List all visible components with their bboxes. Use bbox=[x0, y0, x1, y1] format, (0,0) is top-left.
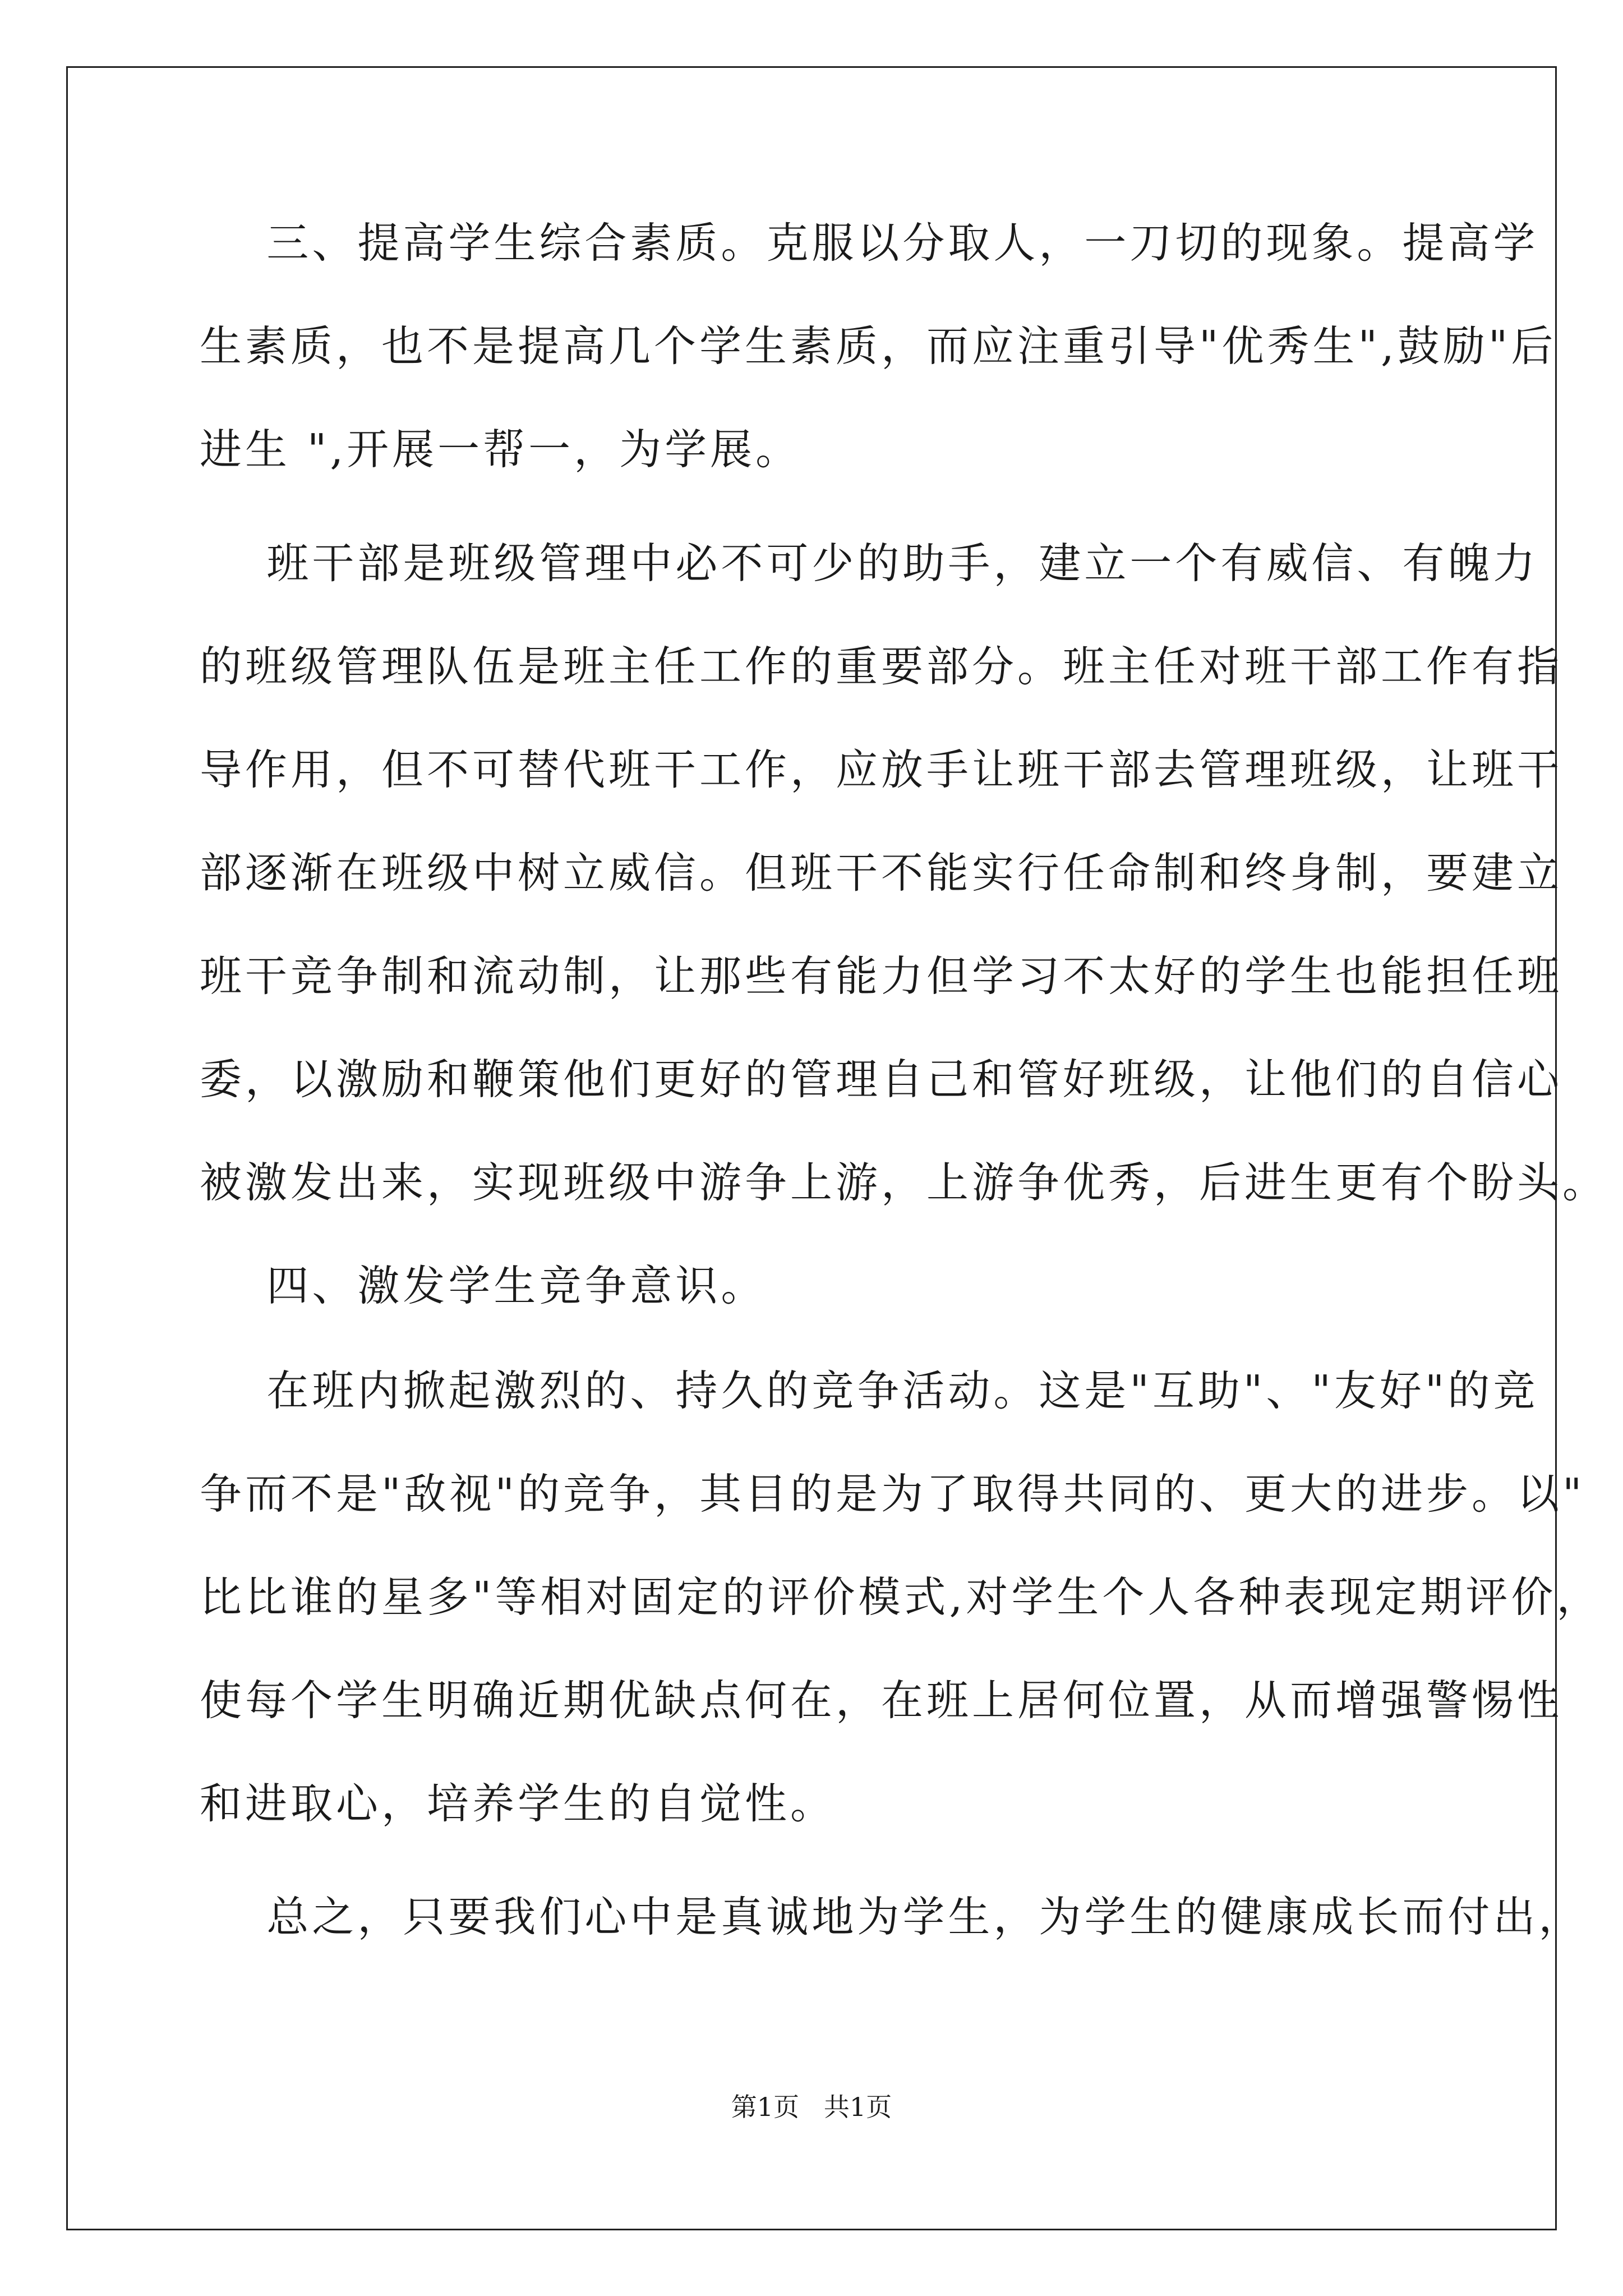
text-line: 被激发出来，实现班级中游争上游，上游争优秀，后进生更有个盼头。 bbox=[200, 1158, 1608, 1207]
text-line: 班干竞争制和流动制，让那些有能力但学习不太好的学生也能担任班 bbox=[200, 951, 1563, 1001]
text-line: 委，以激励和鞭策他们更好的管理自己和管好班级，让他们的自信心 bbox=[200, 1055, 1563, 1104]
text-line: 三、提高学生综合素质。克服以分取人，一刀切的现象。提高学 bbox=[200, 218, 1539, 268]
text-line: 争而不是"敌视"的竞争，其目的是为了取得共同的、更大的进步。以" bbox=[200, 1469, 1585, 1519]
text-line: 的班级管理队伍是班主任工作的重要部分。班主任对班干部工作有指 bbox=[200, 642, 1563, 691]
text-line: 总之，只要我们心中是真诚地为学生，为学生的健康成长而付出， bbox=[200, 1892, 1584, 1941]
text-line: 比比谁的星多"等相对固定的评价模式,对学生个人各种表现定期评价， bbox=[200, 1572, 1602, 1622]
text-line: 四、激发学生竞争意识。 bbox=[200, 1261, 767, 1310]
text-line: 使每个学生明确近期优缺点何在，在班上居何位置，从而增强警惕性 bbox=[200, 1676, 1563, 1725]
text-line: 部逐渐在班级中树立威信。但班干不能实行任命制和终身制，要建立 bbox=[200, 848, 1563, 898]
text-line: 生素质，也不是提高几个学生素质，而应注重引导"优秀生",鼓励"后 bbox=[200, 321, 1557, 371]
text-line: 班干部是班级管理中必不可少的助手，建立一个有威信、有魄力 bbox=[200, 539, 1539, 588]
text-line: 和进取心，培养学生的自觉性。 bbox=[200, 1779, 836, 1828]
text-line: 导作用，但不可替代班干工作，应放手让班干部去管理班级，让班干 bbox=[200, 745, 1563, 794]
text-line: 在班内掀起激烈的、持久的竞争活动。这是"互助"、"友好"的竞 bbox=[200, 1366, 1539, 1415]
text-line: 进生 ",开展一帮一，为学展。 bbox=[200, 425, 801, 474]
page-number-footer: 第1页 共1页 bbox=[731, 2092, 892, 2122]
